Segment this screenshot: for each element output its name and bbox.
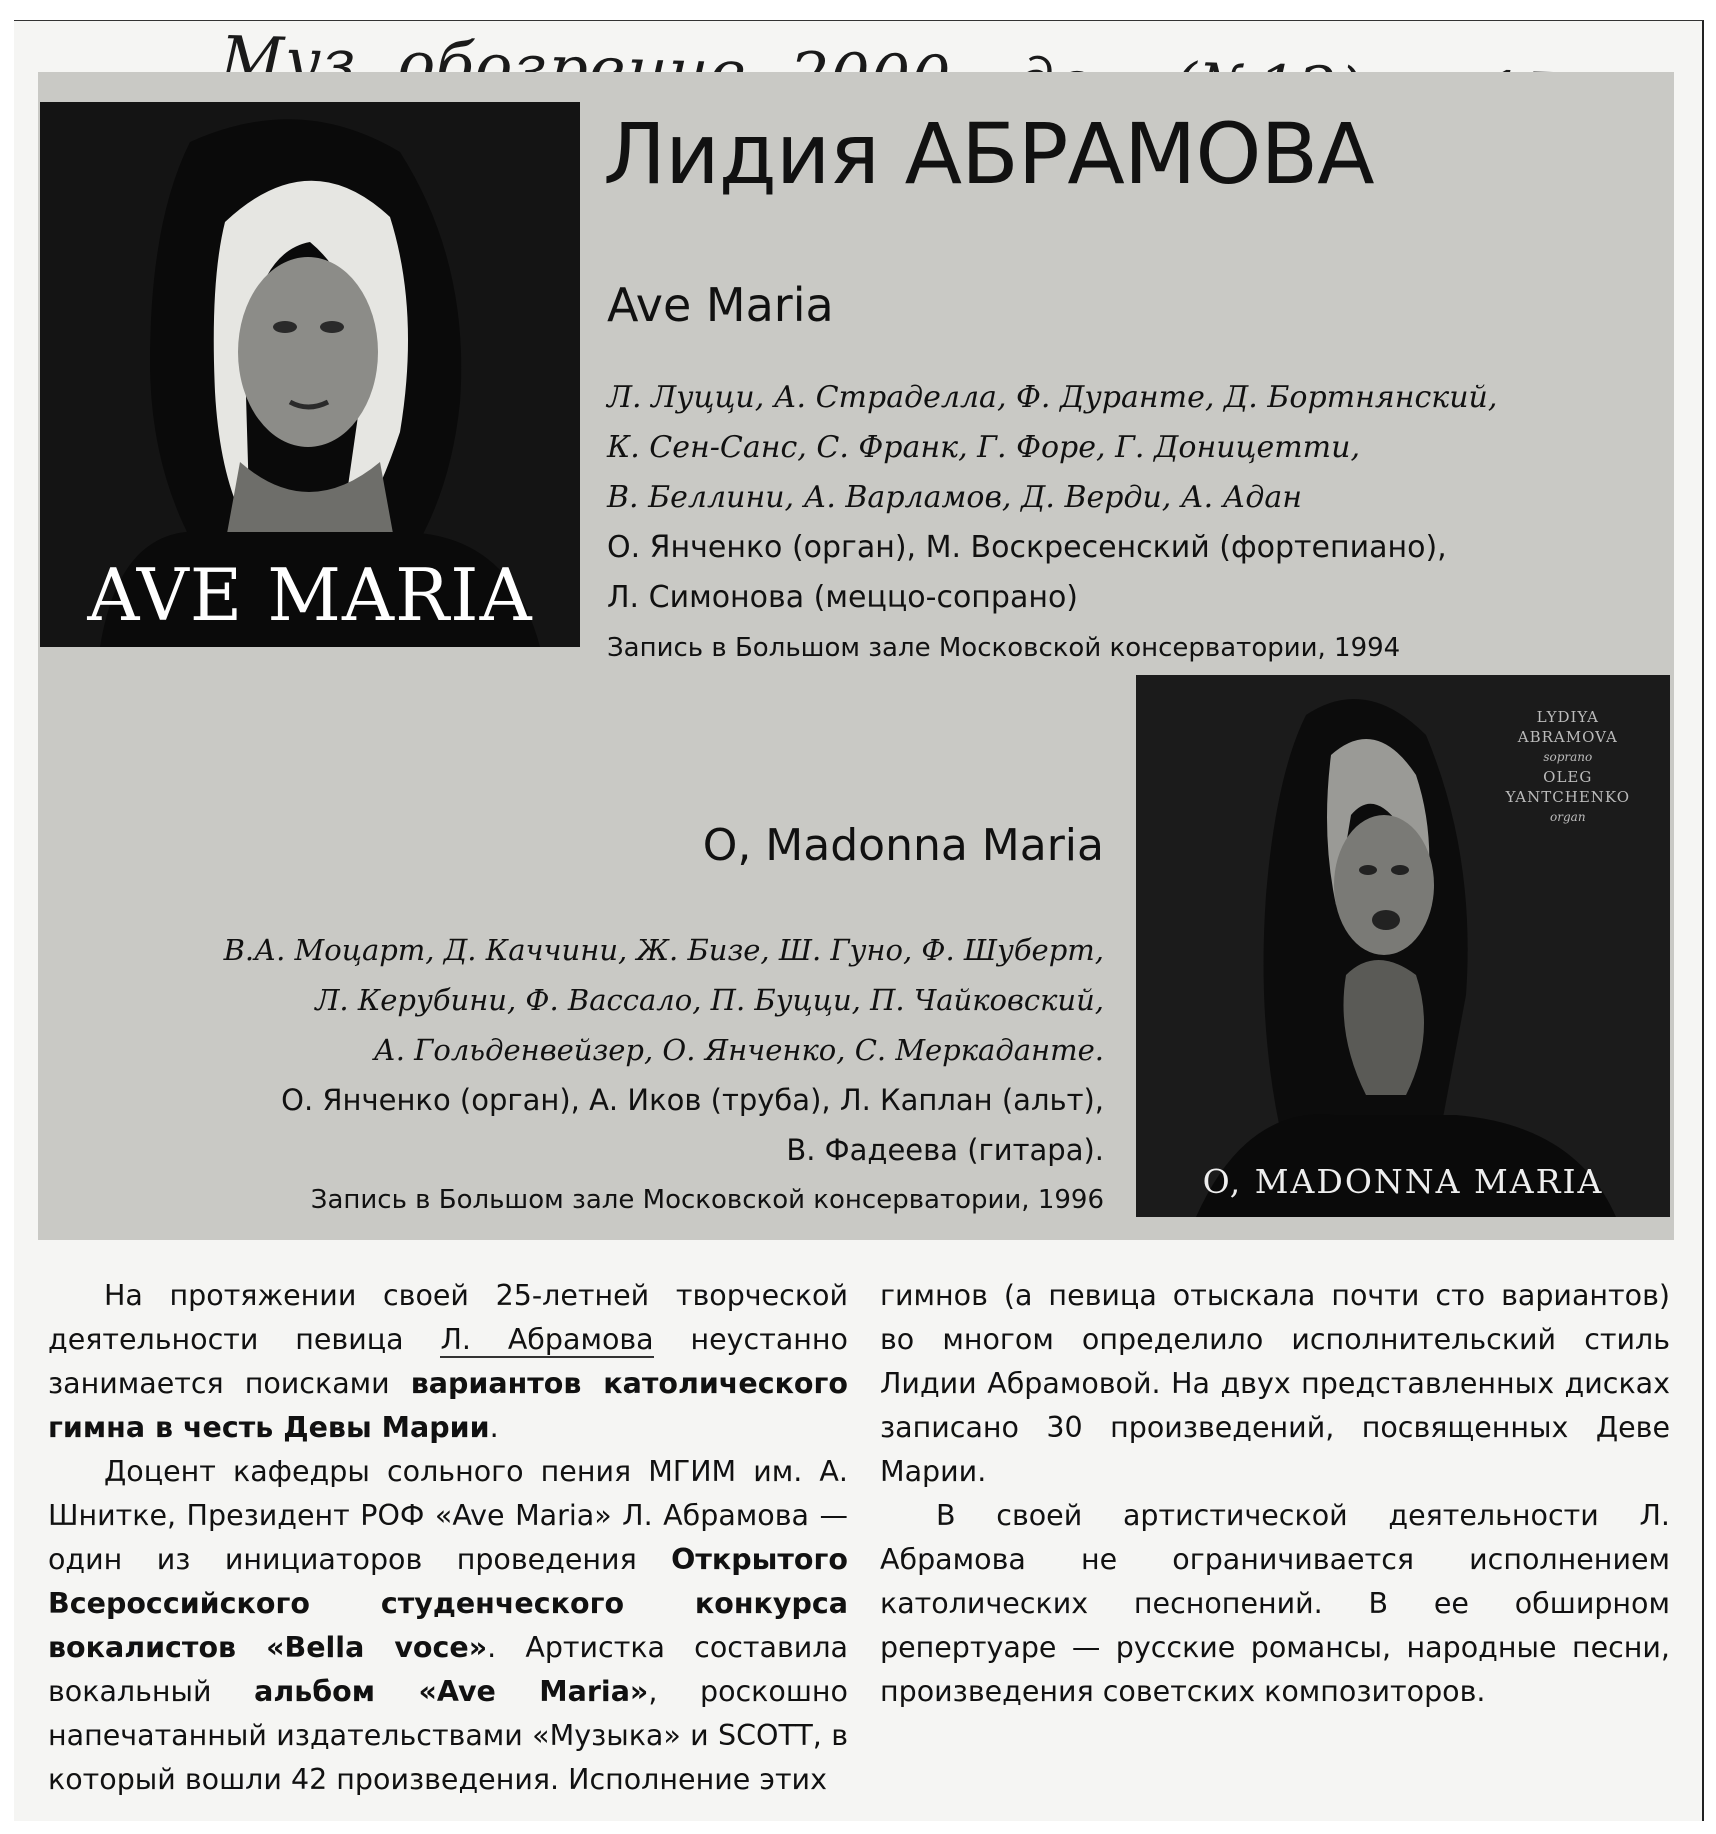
article-paragraph-2	[48, 1450, 848, 1802]
article-column-2	[880, 1274, 1670, 1714]
bold-phrase: альбом «Ave Maria»	[254, 1675, 649, 1708]
cover2-credit: soprano	[1543, 750, 1593, 764]
bold-phrase: вариантов католического гимна в честь Девы Марии	[48, 1367, 848, 1444]
cover2-credit: YANTCHENKO	[1505, 788, 1630, 806]
album1-recording: Запись в Большом зале Московской консерватории, 1994	[607, 633, 1401, 663]
album2-composers-line: А. Гольденвейзер, О. Янченко, С. Меркаданте.	[373, 1033, 1104, 1067]
album1-composers-line: В. Беллини, А. Варламов, Д. Верди, А. Адан	[607, 480, 1303, 515]
cover2-credit: organ	[1550, 810, 1586, 824]
album1-composers-line: К. Сен-Санс, С. Франк, Г. Форе, Г. Доницетти,	[607, 430, 1360, 465]
bold-phrase: Открытого Всероссийского студенческого конкурса вокалистов «Bella voce»	[48, 1543, 848, 1664]
album1-performers-line: Л. Симонова (меццо-сопрано)	[607, 580, 1079, 615]
text-run: . Артистка составила вокальный	[48, 1631, 848, 1708]
text-run: На протяжении своей 25-летней творческой деятельности певица	[48, 1279, 848, 1356]
article-paragraph-3: В своей артистической деятельности Л. Абрамова не ограничивается исполнением католических песнопений. В ее обширном репертуаре — русские романсы, народные песни, произведения советских композиторов.	[880, 1499, 1670, 1708]
article-paragraph-1	[48, 1274, 848, 1450]
underlined-name: Л. Абрамова	[440, 1323, 654, 1356]
album2-title: О, Madonna Maria	[702, 820, 1104, 871]
album2-details	[224, 925, 1104, 1225]
album1-composers-line: Л. Луцци, А. Страделла, Ф. Дуранте, Д. Бортнянский,	[607, 380, 1498, 415]
cover2-credits	[1506, 707, 1630, 827]
cover2-credit: ABRAMOVA	[1517, 728, 1618, 746]
text-run: Доцент кафедры сольного пения МГИМ им. А. Шнитке, Президент РОФ «Ave Maria» Л. Абрамова — один из инициаторов проведения	[48, 1455, 848, 1576]
album1-title: Ave Maria	[607, 278, 834, 332]
cover2-credit: LYDIYA	[1536, 708, 1599, 726]
article-paragraph-2-continued: гимнов (а певица отыскала почти сто вариантов) во многом определило исполнительский стиль Лидии Абрамовой. На двух представленных дисках записано 30 произведений, посвященных Деве Марии.	[880, 1279, 1670, 1488]
text-run: неустанно занимается поисками	[48, 1323, 848, 1400]
article-column-1	[48, 1274, 848, 1802]
album-cover-ave-maria	[40, 102, 580, 647]
cover2-title: O, MADONNA MARIA	[1202, 1162, 1604, 1201]
album1-details	[607, 373, 1497, 673]
text-run: .	[489, 1411, 499, 1444]
cover1-title: AVE MARIA	[87, 553, 533, 637]
text-run: , роскошно напечатанный издательствами «Музыка» и SCOTT, в который вошли 42 произведения. Исполнение этих	[48, 1675, 848, 1796]
album1-performers-line: О. Янченко (орган), М. Воскресенский (фортепиано),	[607, 530, 1447, 565]
album2-composers-line: Л. Керубини, Ф. Вассало, П. Буцци, П. Чайковский,	[315, 983, 1104, 1017]
album-cover-madonna-maria	[1136, 675, 1670, 1217]
artist-name-heading: Лидия АБРАМОВА	[603, 105, 1374, 203]
album2-composers-line: В.А. Моцарт, Д. Каччини, Ж. Бизе, Ш. Гуно, Ф. Шуберт,	[223, 933, 1104, 967]
album2-recording: Запись в Большом зале Московской консерватории, 1996	[310, 1185, 1104, 1215]
album2-performers-line: В. Фадеева (гитара).	[786, 1133, 1104, 1167]
cover2-credit: OLEG	[1543, 768, 1593, 786]
album2-performers-line: О. Янченко (орган), А. Иков (труба), Л. Каплан (альт),	[281, 1083, 1104, 1117]
